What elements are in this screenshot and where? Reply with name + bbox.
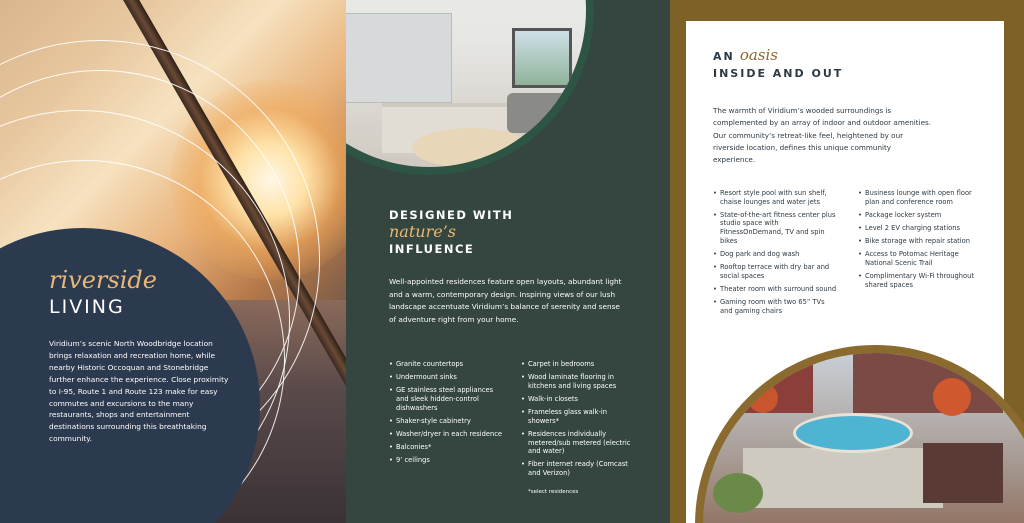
- list-item: • Gaming room with two 65” TVs and gaming chairs: [713, 298, 838, 315]
- list-item: • Bike storage with repair station: [858, 237, 988, 246]
- list-item: • Shaker-style cabinetry: [389, 417, 504, 426]
- an-heading: AN: [713, 50, 735, 63]
- list-item: • Complimentary Wi-Fi throughout shared spaces: [858, 272, 988, 289]
- features-list-left: [389, 360, 504, 470]
- apartment-building: [853, 353, 1003, 413]
- dining-table: [412, 128, 532, 168]
- list-item: • Theater room with surround sound: [713, 285, 838, 294]
- influence-heading: INFLUENCE: [389, 242, 475, 256]
- pool-courtyard-photo: [695, 345, 1024, 523]
- natures-script: nature’s: [389, 222, 456, 241]
- pool-water: [793, 413, 913, 453]
- list-item: • Residences individually metered/sub metered (electric and water): [521, 430, 633, 456]
- riverside-body: Viridium’s scenic North Woodbridge location brings relaxation and recreation home, while nearby Historic Occoquan and Stonebridge further enhance the experience. Close proximity to I-95, Route 1 and Route 123 make for easy commutes and excursions to the many restaurants, shops and entertainment destinations surrounding this breathtaking community.: [49, 339, 229, 444]
- list-item: • Balconies*: [389, 443, 504, 452]
- autumn-tree: [748, 383, 778, 413]
- list-item: • Business lounge with open floor plan and conference room: [858, 189, 988, 206]
- list-item: • Undermount sinks: [389, 373, 504, 382]
- living-heading: LIVING: [49, 296, 125, 318]
- list-item: • Walk-in closets: [521, 395, 633, 404]
- riverside-script-title: riverside: [49, 266, 157, 294]
- list-item: • Package locker system: [858, 211, 988, 220]
- list-item: • Dog park and dog wash: [713, 250, 838, 259]
- kitchen-cabinets: [346, 13, 452, 103]
- oasis-body: The warmth of Viridium’s wooded surroundings is complemented by an array of indoor and outdoor amenities. Our community’s retreat-like feel, heightened by our riverside location, defines this unique community experience.: [713, 106, 932, 165]
- list-item: • Resort style pool with sun shelf, chaise lounges and water jets: [713, 189, 838, 206]
- autumn-tree: [933, 378, 971, 416]
- design-body: Well-appointed residences feature open layouts, abundant light and a warm, contemporary design. Inspiring views of our lush landscape accentuate Viridium’s balance of serenity and sense of adventure right from your home.: [389, 277, 622, 324]
- riverside-text-block: [49, 266, 229, 445]
- pool-deck: [743, 448, 943, 508]
- features-list-right: [521, 360, 633, 482]
- list-item: • Fiber internet ready (Comcast and Verizon): [521, 460, 633, 477]
- design-text-block: [389, 208, 629, 326]
- living-sofa: [507, 93, 577, 133]
- list-item: • Wood laminate flooring in kitchens and living spaces: [521, 373, 633, 390]
- amenities-list-right: [858, 189, 988, 294]
- pergola: [923, 443, 1003, 503]
- list-item: • Washer/dryer in each residence: [389, 430, 504, 439]
- oasis-script: oasis: [739, 46, 778, 64]
- list-item: • Access to Potomac Heritage National Scenic Trail: [858, 250, 988, 267]
- oasis-title: [713, 45, 843, 80]
- select-residences-note: *select residences: [528, 489, 579, 495]
- green-tree: [713, 473, 763, 513]
- list-item: • Granite countertops: [389, 360, 504, 369]
- list-item: • State-of-the-art fitness center plus studio space with FitnessOnDemand, TV and spin bikes: [713, 211, 838, 245]
- designed-with-heading: DESIGNED WITH: [389, 208, 514, 222]
- list-item: • 9’ ceilings: [389, 456, 504, 465]
- list-item: • Rooftop terrace with dry bar and social spaces: [713, 263, 838, 280]
- list-item: • Level 2 EV charging stations: [858, 224, 988, 233]
- list-item: • GE stainless steel appliances and sleek hidden-control dishwashers: [389, 386, 504, 412]
- list-item: • Carpet in bedrooms: [521, 360, 633, 369]
- riverside-panel: [0, 0, 346, 523]
- amenities-list-left: [713, 189, 838, 320]
- kitchen-window: [512, 28, 572, 88]
- list-item: • Frameless glass walk-in showers*: [521, 408, 633, 425]
- inside-and-out-heading: INSIDE AND OUT: [713, 67, 844, 80]
- kitchen-photo: [346, 0, 594, 175]
